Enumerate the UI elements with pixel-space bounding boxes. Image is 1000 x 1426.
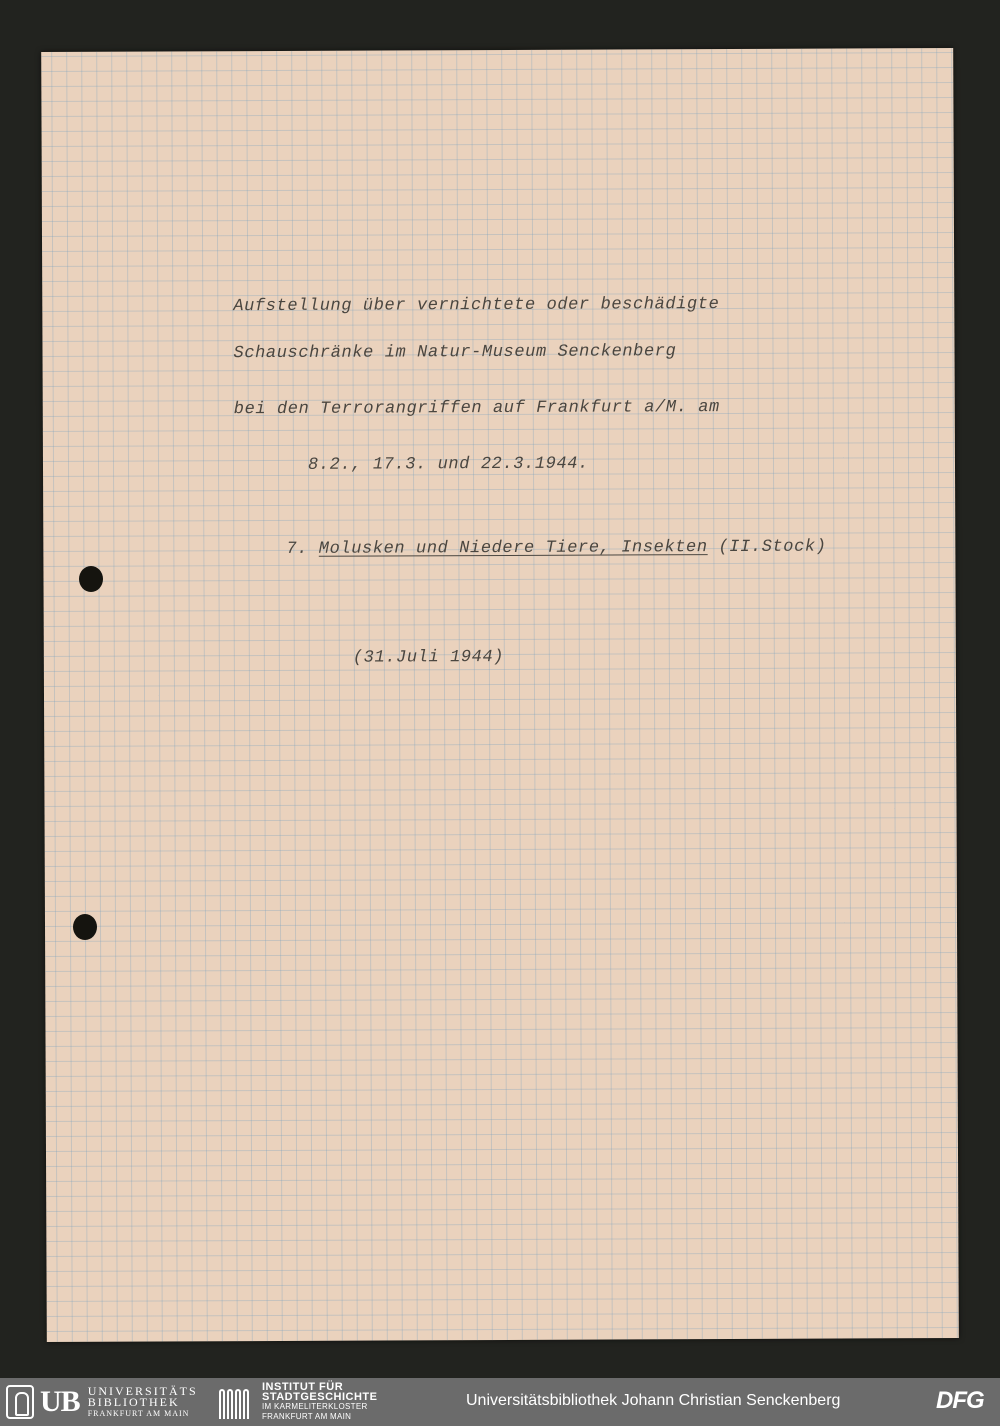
section-heading	[286, 538, 826, 559]
dfg-logo[interactable]: DFG	[936, 1387, 984, 1414]
heading-line-1: Aufstellung über vernichtete oder beschädigte	[233, 295, 720, 317]
section-suffix: (II.Stock)	[718, 537, 827, 558]
heading-line-dates: 8.2., 17.3. und 22.3.1944.	[307, 454, 589, 475]
ub-library-logo[interactable]	[6, 1384, 198, 1420]
graph-paper-sheet	[41, 48, 959, 1342]
punch-hole-top	[79, 566, 103, 592]
library-name: Universitätsbibliothek Johann Christian Senckenberg	[466, 1392, 841, 1409]
ub-logo-text	[87, 1383, 198, 1419]
isg-logo-text	[262, 1382, 377, 1422]
heading-line-3: bei den Terrorangriffen auf Frankfurt a/M. am	[233, 398, 720, 420]
isg-line-1: INSTITUT FÜR	[262, 1381, 344, 1393]
section-number: 7.	[286, 539, 309, 559]
isg-line-2: STADTGESCHICHTE	[262, 1391, 378, 1403]
isg-line-3: IM KARMELITERKLOSTER	[262, 1402, 368, 1411]
section-title: Molusken und Niedere Tiere, Insekten	[318, 538, 708, 559]
ub-line-2: BIBLIOTHEK	[87, 1394, 180, 1409]
isg-institute-logo[interactable]	[218, 1381, 378, 1421]
heading-line-2: Schauschränke im Natur-Museum Senckenberg	[233, 342, 677, 364]
punch-hole-bottom	[73, 914, 97, 940]
document-date: (31.Juli 1944)	[352, 647, 505, 668]
isg-line-4: FRANKFURT AM MAIN	[262, 1412, 352, 1421]
ub-line-3: FRANKFURT AM MAIN	[87, 1408, 190, 1418]
arches-icon	[218, 1385, 252, 1419]
footer-bar	[0, 1378, 1000, 1426]
ub-mark: UB	[40, 1385, 80, 1418]
ub-emblem-icon	[6, 1385, 34, 1419]
ub-line-1: UNIVERSITÄTS	[87, 1383, 198, 1398]
